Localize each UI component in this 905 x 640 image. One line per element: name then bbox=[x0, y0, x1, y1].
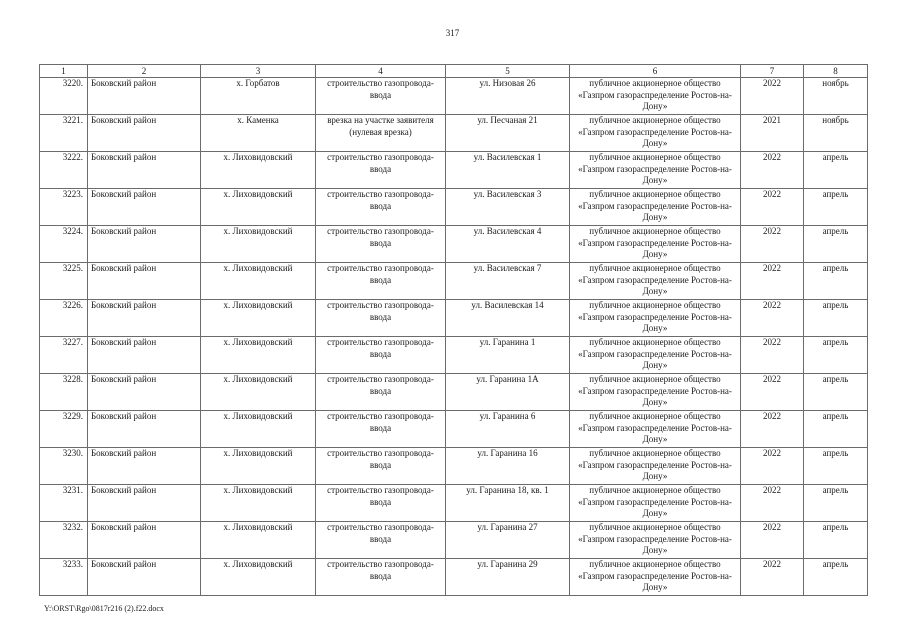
row-number-cell: 3224. bbox=[40, 226, 88, 263]
year-cell: 2022 bbox=[741, 448, 804, 485]
district-cell: Боковский район bbox=[88, 522, 201, 559]
work-type-cell: строительство газопровода-ввода bbox=[316, 78, 446, 115]
settlement-cell: х. Горбатов bbox=[201, 78, 316, 115]
district-cell: Боковский район bbox=[88, 337, 201, 374]
district-cell: Боковский район bbox=[88, 374, 201, 411]
month-cell: апрель bbox=[804, 263, 868, 300]
year-cell: 2022 bbox=[741, 374, 804, 411]
year-cell: 2022 bbox=[741, 411, 804, 448]
year-cell: 2022 bbox=[741, 78, 804, 115]
work-type-cell: строительство газопровода-ввода bbox=[316, 522, 446, 559]
table-row bbox=[40, 374, 868, 411]
table-row bbox=[40, 189, 868, 226]
work-type-cell: строительство газопровода-ввода bbox=[316, 226, 446, 263]
table-row bbox=[40, 522, 868, 559]
table-row bbox=[40, 337, 868, 374]
row-number-cell: 3229. bbox=[40, 411, 88, 448]
address-cell: ул. Песчаная 21 bbox=[446, 115, 570, 152]
table-row bbox=[40, 263, 868, 300]
row-number-cell: 3226. bbox=[40, 300, 88, 337]
month-cell: апрель bbox=[804, 411, 868, 448]
address-cell: ул. Василевская 3 bbox=[446, 189, 570, 226]
address-cell: ул. Гаранина 29 bbox=[446, 559, 570, 596]
settlement-cell: х. Лиховидовский bbox=[201, 189, 316, 226]
settlement-cell: х. Каменка bbox=[201, 115, 316, 152]
address-cell: ул. Василевская 14 bbox=[446, 300, 570, 337]
gasification-schedule-table bbox=[39, 64, 868, 596]
year-cell: 2022 bbox=[741, 559, 804, 596]
month-cell: апрель bbox=[804, 189, 868, 226]
row-number-cell: 3225. bbox=[40, 263, 88, 300]
address-cell: ул. Гаранина 18, кв. 1 bbox=[446, 485, 570, 522]
district-cell: Боковский район bbox=[88, 263, 201, 300]
address-cell: ул. Гаранина 16 bbox=[446, 448, 570, 485]
month-cell: апрель bbox=[804, 522, 868, 559]
table-row bbox=[40, 78, 868, 115]
year-cell: 2022 bbox=[741, 263, 804, 300]
address-cell: ул. Василевская 4 bbox=[446, 226, 570, 263]
col-header-3: 3 bbox=[201, 65, 316, 78]
year-cell: 2022 bbox=[741, 189, 804, 226]
settlement-cell: х. Лиховидовский bbox=[201, 337, 316, 374]
work-type-cell: строительство газопровода-ввода bbox=[316, 152, 446, 189]
table-row bbox=[40, 448, 868, 485]
district-cell: Боковский район bbox=[88, 448, 201, 485]
district-cell: Боковский район bbox=[88, 485, 201, 522]
table-row bbox=[40, 152, 868, 189]
address-cell: ул. Василевская 1 bbox=[446, 152, 570, 189]
month-cell: апрель bbox=[804, 448, 868, 485]
settlement-cell: х. Лиховидовский bbox=[201, 522, 316, 559]
settlement-cell: х. Лиховидовский bbox=[201, 485, 316, 522]
col-header-5: 5 bbox=[446, 65, 570, 78]
work-type-cell: строительство газопровода-ввода bbox=[316, 448, 446, 485]
address-cell: ул. Низовая 26 bbox=[446, 78, 570, 115]
month-cell: апрель bbox=[804, 337, 868, 374]
organization-cell: публичное акционерное общество «Газпром газораспределение Ростов-на-Дону» bbox=[570, 78, 741, 115]
col-header-2: 2 bbox=[88, 65, 201, 78]
organization-cell: публичное акционерное общество «Газпром газораспределение Ростов-на-Дону» bbox=[570, 189, 741, 226]
organization-cell: публичное акционерное общество «Газпром газораспределение Ростов-на-Дону» bbox=[570, 559, 741, 596]
work-type-cell: строительство газопровода-ввода bbox=[316, 411, 446, 448]
organization-cell: публичное акционерное общество «Газпром газораспределение Ростов-на-Дону» bbox=[570, 337, 741, 374]
district-cell: Боковский район bbox=[88, 152, 201, 189]
district-cell: Боковский район bbox=[88, 189, 201, 226]
organization-cell: публичное акционерное общество «Газпром газораспределение Ростов-на-Дону» bbox=[570, 411, 741, 448]
table-row bbox=[40, 115, 868, 152]
col-header-1: 1 bbox=[40, 65, 88, 78]
month-cell: апрель bbox=[804, 559, 868, 596]
district-cell: Боковский район bbox=[88, 300, 201, 337]
address-cell: ул. Гаранина 6 bbox=[446, 411, 570, 448]
month-cell: апрель bbox=[804, 226, 868, 263]
work-type-cell: строительство газопровода-ввода bbox=[316, 337, 446, 374]
district-cell: Боковский район bbox=[88, 559, 201, 596]
row-number-cell: 3222. bbox=[40, 152, 88, 189]
header-row bbox=[40, 65, 868, 78]
settlement-cell: х. Лиховидовский bbox=[201, 559, 316, 596]
organization-cell: публичное акционерное общество «Газпром газораспределение Ростов-на-Дону» bbox=[570, 300, 741, 337]
address-cell: ул. Василевская 7 bbox=[446, 263, 570, 300]
address-cell: ул. Гаранина 1А bbox=[446, 374, 570, 411]
page-number: 317 bbox=[445, 28, 460, 38]
district-cell: Боковский район bbox=[88, 115, 201, 152]
month-cell: апрель bbox=[804, 300, 868, 337]
row-number-cell: 3220. bbox=[40, 78, 88, 115]
year-cell: 2022 bbox=[741, 522, 804, 559]
year-cell: 2022 bbox=[741, 152, 804, 189]
settlement-cell: х. Лиховидовский bbox=[201, 300, 316, 337]
organization-cell: публичное акционерное общество «Газпром газораспределение Ростов-на-Дону» bbox=[570, 115, 741, 152]
organization-cell: публичное акционерное общество «Газпром газораспределение Ростов-на-Дону» bbox=[570, 448, 741, 485]
settlement-cell: х. Лиховидовский bbox=[201, 263, 316, 300]
row-number-cell: 3221. bbox=[40, 115, 88, 152]
organization-cell: публичное акционерное общество «Газпром газораспределение Ростов-на-Дону» bbox=[570, 374, 741, 411]
col-header-4: 4 bbox=[316, 65, 446, 78]
col-header-7: 7 bbox=[741, 65, 804, 78]
year-cell: 2021 bbox=[741, 115, 804, 152]
organization-cell: публичное акционерное общество «Газпром газораспределение Ростов-на-Дону» bbox=[570, 152, 741, 189]
table-row bbox=[40, 300, 868, 337]
settlement-cell: х. Лиховидовский bbox=[201, 448, 316, 485]
month-cell: апрель bbox=[804, 374, 868, 411]
work-type-cell: строительство газопровода-ввода bbox=[316, 189, 446, 226]
settlement-cell: х. Лиховидовский bbox=[201, 374, 316, 411]
address-cell: ул. Гаранина 27 bbox=[446, 522, 570, 559]
organization-cell: публичное акционерное общество «Газпром газораспределение Ростов-на-Дону» bbox=[570, 226, 741, 263]
year-cell: 2022 bbox=[741, 226, 804, 263]
row-number-cell: 3231. bbox=[40, 485, 88, 522]
work-type-cell: строительство газопровода-ввода bbox=[316, 374, 446, 411]
work-type-cell: врезка на участке заявителя (нулевая врезка) bbox=[316, 115, 446, 152]
year-cell: 2022 bbox=[741, 485, 804, 522]
organization-cell: публичное акционерное общество «Газпром газораспределение Ростов-на-Дону» bbox=[570, 522, 741, 559]
district-cell: Боковский район bbox=[88, 226, 201, 263]
address-cell: ул. Гаранина 1 bbox=[446, 337, 570, 374]
year-cell: 2022 bbox=[741, 337, 804, 374]
work-type-cell: строительство газопровода-ввода bbox=[316, 485, 446, 522]
district-cell: Боковский район bbox=[88, 411, 201, 448]
row-number-cell: 3228. bbox=[40, 374, 88, 411]
table-row bbox=[40, 559, 868, 596]
month-cell: ноябрь bbox=[804, 78, 868, 115]
month-cell: апрель bbox=[804, 485, 868, 522]
table-row bbox=[40, 226, 868, 263]
work-type-cell: строительство газопровода-ввода bbox=[316, 559, 446, 596]
settlement-cell: х. Лиховидовский bbox=[201, 411, 316, 448]
col-header-8: 8 bbox=[804, 65, 868, 78]
settlement-cell: х. Лиховидовский bbox=[201, 226, 316, 263]
organization-cell: публичное акционерное общество «Газпром газораспределение Ростов-на-Дону» bbox=[570, 485, 741, 522]
district-cell: Боковский район bbox=[88, 78, 201, 115]
row-number-cell: 3227. bbox=[40, 337, 88, 374]
work-type-cell: строительство газопровода-ввода bbox=[316, 263, 446, 300]
settlement-cell: х. Лиховидовский bbox=[201, 152, 316, 189]
month-cell: ноябрь bbox=[804, 115, 868, 152]
table-row bbox=[40, 485, 868, 522]
row-number-cell: 3223. bbox=[40, 189, 88, 226]
row-number-cell: 3233. bbox=[40, 559, 88, 596]
month-cell: апрель bbox=[804, 152, 868, 189]
year-cell: 2022 bbox=[741, 300, 804, 337]
file-path-footer: Y:\ORST\Rgo\0817r216 (2).f22.docx bbox=[44, 604, 164, 613]
table-row bbox=[40, 411, 868, 448]
work-type-cell: строительство газопровода-ввода bbox=[316, 300, 446, 337]
organization-cell: публичное акционерное общество «Газпром газораспределение Ростов-на-Дону» bbox=[570, 263, 741, 300]
col-header-6: 6 bbox=[570, 65, 741, 78]
row-number-cell: 3232. bbox=[40, 522, 88, 559]
row-number-cell: 3230. bbox=[40, 448, 88, 485]
